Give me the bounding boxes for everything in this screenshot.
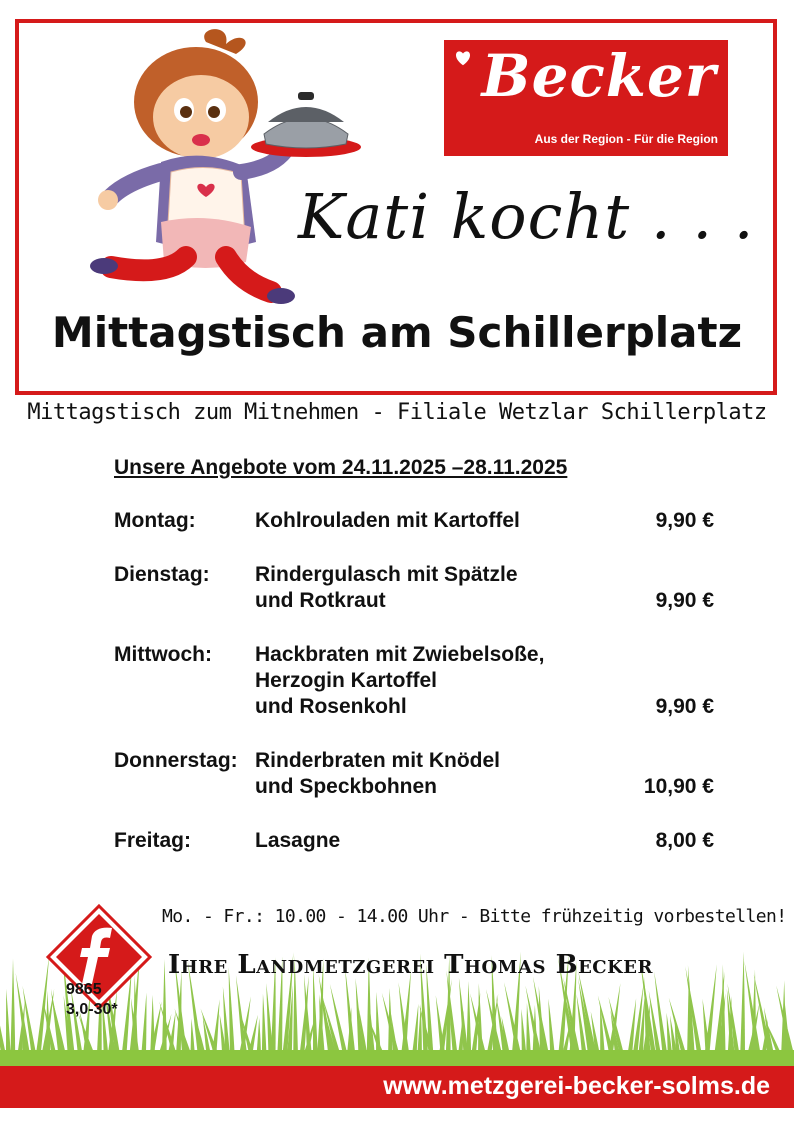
menu-dish: Rindergulasch mit Spätzle und Rotkraut	[255, 563, 518, 612]
menu-item-thursday	[114, 748, 714, 800]
menu-dish: Lasagne	[255, 829, 341, 852]
footer-bar	[0, 1066, 794, 1108]
opening-hours: Mo. - Fr.: 10.00 - 14.00 Uhr - Bitte frühzeitig vorbestellen!	[162, 906, 787, 927]
menu-price: 9,90 €	[655, 509, 714, 532]
menu-price: 10,90 €	[643, 775, 714, 798]
slogan: Kati kocht . . .	[298, 180, 755, 253]
menu-dish: Hackbraten mit Zwiebelsoße, Herzogin Kartoffel und Rosenkohl	[255, 643, 545, 718]
grass-blade	[236, 975, 248, 1060]
menu-day: Montag:	[114, 509, 196, 532]
logo-name: Becker	[481, 42, 717, 110]
menu-item-tuesday	[114, 562, 714, 614]
menu-item-monday	[114, 508, 714, 534]
page-title: Mittagstisch am Schillerplatz	[51, 308, 743, 357]
menu-price: 9,90 €	[655, 695, 714, 718]
becker-logo	[444, 40, 728, 156]
registration-number: 9865 3,0-30*	[66, 981, 118, 1018]
company-name: Ihre Landmetzgerei Thomas Becker	[168, 950, 653, 980]
menu-day: Dienstag:	[114, 563, 210, 586]
offer-heading: Unsere Angebote vom 24.11.2025 –28.11.2025	[114, 456, 568, 479]
grass-blade	[740, 952, 745, 1060]
heart-icon	[454, 49, 472, 67]
menu-list	[114, 508, 714, 854]
grass-blade	[466, 981, 471, 1060]
subtitle: Mittagstisch zum Mitnehmen - Filiale Wetzlar Schillerplatz	[27, 400, 767, 425]
menu-price: 9,90 €	[655, 589, 714, 612]
grass-blade	[229, 967, 235, 1060]
menu-day: Donnerstag:	[114, 749, 238, 772]
grass-blade	[0, 981, 7, 1060]
menu-day: Mittwoch:	[114, 643, 212, 666]
chef-girl-mascot-icon	[56, 22, 366, 312]
menu-price: 8,00 €	[655, 829, 714, 852]
menu-dish: Rinderbraten mit Knödel und Speckbohnen	[255, 749, 501, 798]
logo-tagline: Aus der Region - Für die Region	[534, 132, 718, 146]
menu-item-friday	[114, 828, 714, 854]
menu-item-wednesday	[114, 642, 714, 720]
menu-dish: Kohlrouladen mit Kartoffel	[255, 509, 520, 532]
menu-day: Freitag:	[114, 829, 192, 852]
grass-blade	[6, 989, 11, 1060]
grass-blade	[345, 968, 356, 1060]
grass-blade	[10, 958, 15, 1060]
grass-blade	[162, 959, 167, 1060]
website-link[interactable]: www.metzgerei-becker-solms.de	[383, 1072, 770, 1100]
